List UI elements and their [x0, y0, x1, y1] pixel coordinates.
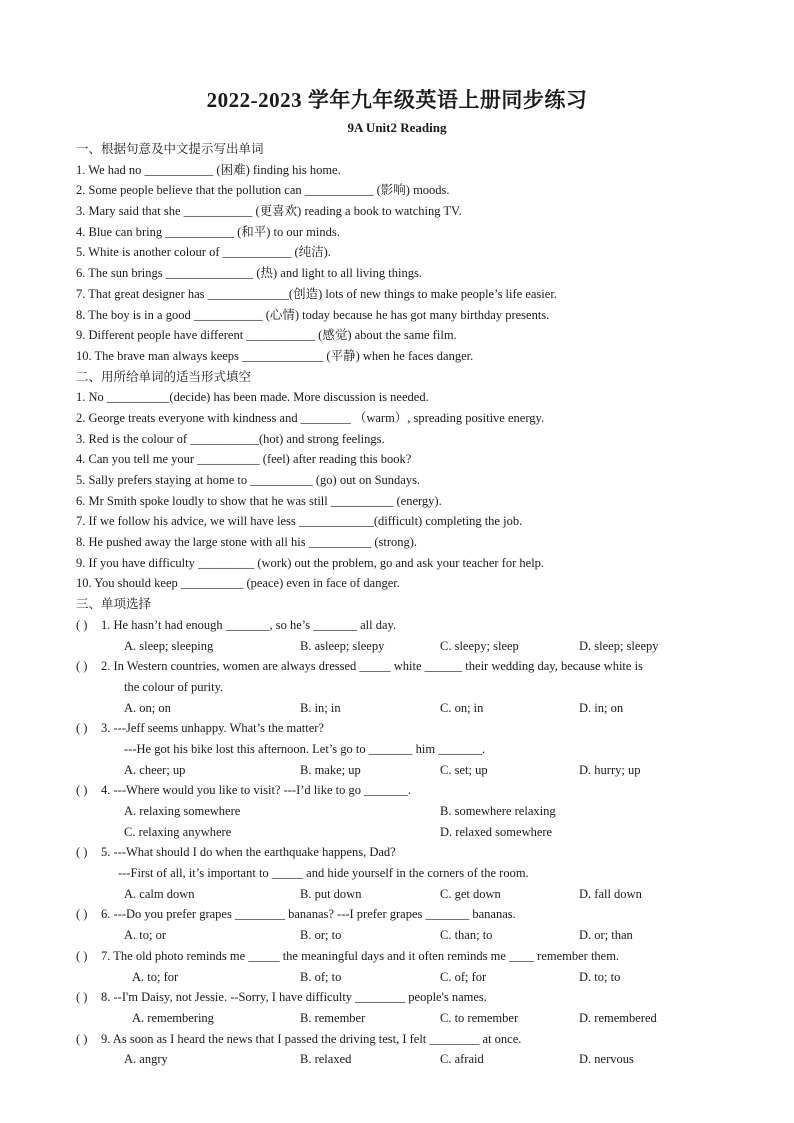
section1-heading: 一、根据句意及中文提示写出单词	[76, 141, 264, 156]
option-c: C. get down	[440, 886, 501, 901]
question-stem-continued: ---He got his bike lost this afternoon. Let’s go to _______ him _______.	[124, 741, 486, 756]
mc-question	[76, 987, 726, 1008]
option-b: B. asleep; sleepy	[300, 638, 385, 653]
option-d: D. sleep; sleepy	[579, 638, 659, 653]
option-d: D. nervous	[579, 1052, 634, 1067]
options-row	[76, 636, 726, 657]
question-stem: 7. The old photo reminds me _____ the meaningful days and it often reminds me ____ remember them.	[101, 948, 620, 963]
section1-item: 10. The brave man always keeps _____________ (平静) when he faces danger.	[76, 348, 474, 363]
answer-bracket: ( )	[76, 659, 88, 674]
section2-item: 10. You should keep __________ (peace) even in face of danger.	[76, 576, 400, 591]
option-a: A. to; for	[132, 969, 179, 984]
section2-item: 5. Sally prefers staying at home to __________ (go) out on Sundays.	[76, 473, 421, 487]
option-c: C. set; up	[440, 762, 488, 777]
options-row	[76, 801, 726, 822]
option-a: A. on; on	[124, 700, 171, 715]
section2-item: 3. Red is the colour of ___________(hot) and strong feelings.	[76, 431, 385, 446]
option-a: A. remembering	[132, 1010, 214, 1025]
question-stem: 4. ---Where would you like to visit? ---I’d like to go _______.	[101, 783, 411, 798]
section3-heading: 三、单项选择	[76, 596, 152, 612]
option-b: B. make; up	[300, 762, 361, 777]
options-row	[76, 967, 726, 988]
mc-question	[76, 656, 726, 677]
option-c: C. afraid	[440, 1052, 484, 1067]
option-c: C. than; to	[440, 928, 493, 943]
section2-item: 8. He pushed away the large stone with all his __________ (strong).	[76, 535, 418, 550]
question-stem: 6. ---Do you prefer grapes ________ bananas? ---I prefer grapes _______ bananas.	[101, 907, 516, 922]
option-c: C. of; for	[440, 969, 487, 984]
question-stem: 8. --I'm Daisy, not Jessie. --Sorry, I have difficulty ________ people's names.	[101, 990, 487, 1005]
section2-item: 9. If you have difficulty _________ (work) out the problem, go and ask your teacher for help.	[76, 555, 545, 570]
option-a: A. angry	[124, 1052, 168, 1067]
option-a: A. cheer; up	[124, 762, 186, 777]
page-title: 2022-2023 学年九年级英语上册同步练习	[206, 88, 588, 112]
section1-item: 6. The sun brings ______________ (热) and light to all living things.	[76, 266, 422, 281]
section1-item: 9. Different people have different ___________ (感觉) about the same film.	[76, 328, 457, 343]
mc-question	[76, 904, 726, 925]
section1-item: 3. Mary said that she ___________ (更喜欢) reading a book to watching TV.	[76, 204, 462, 219]
option-b: B. relaxed	[300, 1052, 352, 1067]
section2-item: 6. Mr Smith spoke loudly to show that he was still __________ (energy).	[76, 493, 442, 508]
options-row	[76, 1049, 726, 1070]
option-b: B. in; in	[300, 700, 341, 715]
question-stem-continued: ---First of all, it’s important to _____ and hide yourself in the corners of the room.	[118, 866, 529, 881]
page-subtitle: 9A Unit2 Reading	[347, 120, 447, 135]
answer-bracket: ( )	[76, 783, 88, 798]
option-b: B. of; to	[300, 969, 342, 984]
options-row	[76, 698, 726, 719]
question-stem: 5. ---What should I do when the earthquake happens, Dad?	[101, 845, 396, 860]
option-a: A. relaxing somewhere	[124, 804, 241, 818]
mc-question	[76, 842, 726, 863]
section2-item: 1. No __________(decide) has been made. More discussion is needed.	[76, 390, 429, 405]
answer-bracket: ( )	[76, 845, 88, 860]
section1-item: 2. Some people believe that the pollution can ___________ (影响) moods.	[76, 183, 450, 198]
options-row	[76, 760, 726, 781]
section2-item: 4. Can you tell me your __________ (feel) after reading this book?	[76, 452, 412, 467]
mc-question	[76, 1029, 726, 1050]
answer-bracket: ( )	[76, 617, 88, 632]
question-stem: 2. In Western countries, women are always dressed _____ white ______ their wedding day, because white is	[101, 659, 643, 674]
option-b: B. remember	[300, 1010, 366, 1025]
option-d: D. fall down	[579, 886, 642, 901]
section2-item: 7. If we follow his advice, we will have less ____________(difficult) completing the job.	[76, 514, 523, 529]
section1-item: 7. That great designer has _____________(创造) lots of new things to make people’s life easier.	[76, 286, 557, 301]
section1-item: 8. The boy is in a good ___________ (心情) today because he has got many birthday presents.	[76, 307, 550, 322]
option-a: A. sleep; sleeping	[124, 638, 214, 653]
section2-heading: 二、用所给单词的适当形式填空	[76, 368, 252, 384]
mc-question	[76, 780, 726, 801]
option-c: C. on; in	[440, 700, 484, 715]
mc-question	[76, 718, 726, 739]
question-stem: 9. As soon as I heard the news that I passed the driving test, I felt ________ at once.	[101, 1031, 522, 1046]
options-row	[76, 1008, 726, 1029]
section2-item: 2. George treats everyone with kindness and ________ （warm）, spreading positive energy.	[76, 410, 545, 425]
answer-bracket: ( )	[76, 721, 88, 736]
option-d: D. to; to	[579, 969, 621, 984]
option-d: D. or; than	[579, 928, 633, 943]
answer-bracket: ( )	[76, 948, 88, 963]
question-stem-continued: the colour of purity.	[124, 679, 224, 694]
options-row	[76, 925, 726, 946]
worksheet-content	[76, 139, 726, 1070]
option-b: B. or; to	[300, 928, 342, 943]
option-a: A. calm down	[124, 886, 195, 901]
option-c: C. sleepy; sleep	[440, 638, 519, 653]
option-a: A. to; or	[124, 928, 167, 943]
answer-bracket: ( )	[76, 990, 88, 1005]
option-c: C. to remember	[440, 1010, 519, 1025]
answer-bracket: ( )	[76, 1031, 88, 1046]
mc-question	[76, 615, 726, 636]
option-c: C. relaxing anywhere	[124, 824, 232, 839]
question-stem: 1. He hasn’t had enough _______, so he’s _______ all day.	[101, 617, 397, 632]
options-row	[76, 822, 726, 843]
option-d: D. hurry; up	[579, 762, 641, 777]
section1-item: 4. Blue can bring ___________ (和平) to our minds.	[76, 224, 340, 239]
option-d: D. remembered	[579, 1010, 657, 1025]
section1-item: 1. We had no ___________ (困难) finding his home.	[76, 162, 341, 177]
option-d: D. relaxed somewhere	[440, 824, 553, 839]
option-b: B. somewhere relaxing	[440, 804, 556, 818]
option-d: D. in; on	[579, 700, 624, 715]
option-b: B. put down	[300, 886, 362, 901]
mc-question	[76, 946, 726, 967]
section1-item: 5. White is another colour of ___________ (纯洁).	[76, 245, 331, 260]
options-row	[76, 884, 726, 905]
question-stem: 3. ---Jeff seems unhappy. What’s the matter?	[101, 721, 324, 736]
answer-bracket: ( )	[76, 907, 88, 922]
